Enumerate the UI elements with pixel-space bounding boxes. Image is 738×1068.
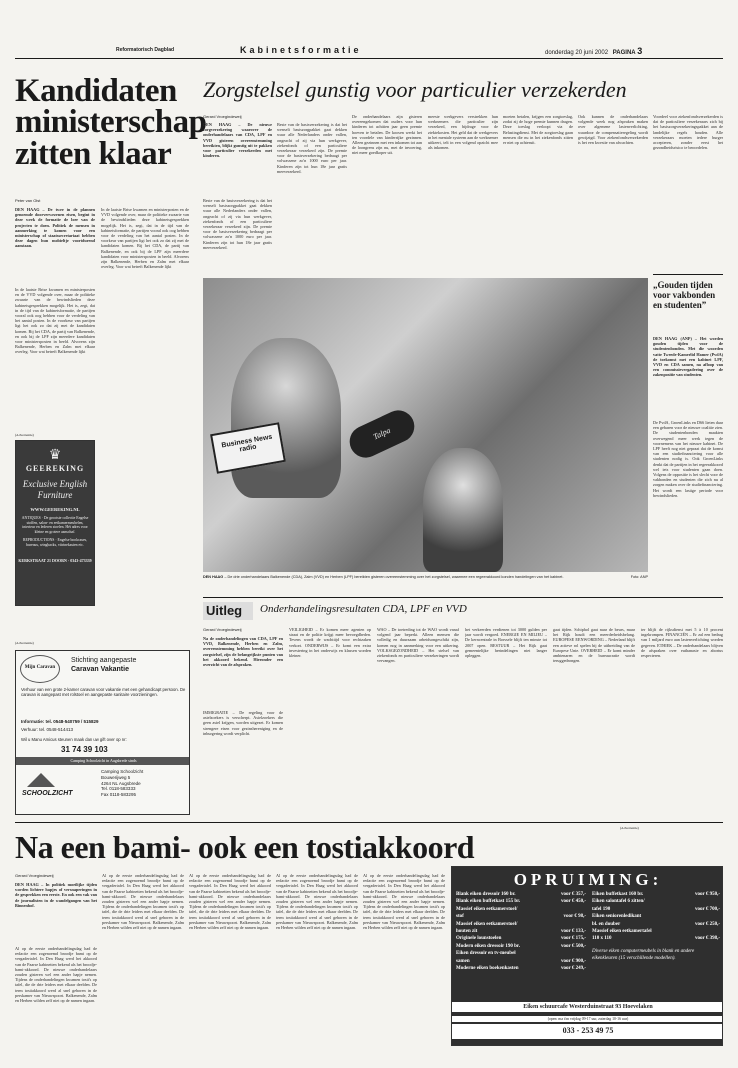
camping-addr-2: Bouwerijweg 5 — [101, 774, 131, 780]
opruiming-item-label: stof — [456, 914, 464, 920]
sidebar-rule — [653, 274, 723, 275]
opruiming-item-price: voor € 98,- — [563, 914, 586, 920]
date-line — [545, 46, 642, 56]
bottom-col2: Al op de eerste onderhandelingsdag had de redactie een zogenoemd broodje bami op de vergadertafel. In Den Haag werd het akkoord van de Paarse kabinetten bekend als het broodje-bami-akkoord. De nieuwe onderhandelaars zouden gisteren wel een ander hapje nemen. Tijdens de onderhandelingen kwamen tosti's op tafel, die de drie leiders met elkaar deelden. De term tostiakkoord werd al snel geboren in de perskamer van Nieuwspoort. Balkenende, Zalm en Herben wilden zelf niet op de namen ingaan. — [102, 873, 184, 931]
left-body-col2: In de laatste Brise kwamen en ministerposten en de VVD volgende over, maar de politieke zwaarte van de bewindslieden deze kabinetsgesprekken mogelijk. Het is, zegt, dat in de tijd van de kabinetsformatie, de partijen vooral ook oog hebben voor de verdeling van het aantal posten. In de voorkeur van partijen ligt het ook zo dat zij met de kandidaten komen. Bij het CDA, de partij van Balkenende, en ook bij de LPF zijn meerdere kandidaten voor ministersposten in beeld. Alvorens zijn Balkenende, Herben en Zalm met elkaar overleg. Voor wat betreft Balkenende lijkt — [101, 207, 189, 270]
ad-annotation-2: (Advertentie) — [15, 641, 34, 645]
camping-band: Camping Schoolzicht in Augsbrede sinds — [16, 757, 190, 765]
opruiming-item-price: voor € 175,- — [560, 936, 586, 942]
camping-logo — [22, 773, 88, 803]
main-col2: Beste van de basisverzekering is dat het wenseli basiszorgpakket gaat dekken waar alle Nederlanders onder vallen, ongeacht of zij via hun werkgever, ziekenfonds of een particuliere verzekeraar verzekerd zijn. De premie voor de basisverzekering bedraagt per volwassene zo'n 1000 euro per jaar. Kinderen zijn tot hun 18e jaar gratis meeverzekerd. — [277, 122, 347, 174]
opruiming-item-label: Eiken salontafel 6 zitten/ — [592, 899, 645, 905]
furniture-desc: ANTIQUES · De grootste collectie Engelse stoffen, salon- en eetkamermeubelen, interieur en lederen stoelen. Hét adres voor kleine en grotere aanschaf. — [21, 516, 89, 534]
opruiming-item-label: bl. en douber — [592, 921, 621, 927]
opruiming-item-label: Moderne eiken boekenkasten — [456, 966, 519, 972]
left-headline: Kandidaten ministerschap zitten klaar — [15, 73, 207, 172]
opruiming-item-price: voor € 950,- — [694, 892, 720, 897]
camping-address — [101, 769, 143, 798]
furniture-address: KERKSTRAAT 21 DOORN · 0343-473339 — [18, 557, 92, 563]
opruiming-item-label: houten zit — [456, 929, 478, 935]
caravan-account: 31 74 39 103 — [61, 745, 108, 754]
caravan-title-2: Caravan Vakantie — [71, 666, 129, 673]
main-lead: DEN HAAG – De nieuwe zorgverzekering waarover de onderhandelaars van CDA, LPF en VVD gisteren overeenstemming bereikten, blijkt gunstig uit te pakken voor particulier verzekerden met kinderen. — [203, 122, 272, 159]
opruiming-item-label: Eiken dressoir en tv-meubel — [456, 951, 516, 957]
opruiming-item — [592, 891, 720, 898]
main-byline: Gerard Vroegindeweij — [203, 114, 242, 119]
page-number: 3 — [637, 46, 643, 56]
microphone-icon: Talpa — [344, 405, 419, 463]
opruiming-item — [456, 921, 586, 928]
uitleg-col2: VEILIGHEID – Er komen meer agenten op straat en de politie krijgt meer bevoegdheden. Tevens wordt de wachttijd voor rechtzaken verkort. ONDERWIJS – Er komt een extra investering in het onderwijs en klassen worden kleiner. — [289, 627, 371, 659]
opruiming-item — [592, 898, 720, 905]
opruiming-item — [592, 935, 720, 942]
bottom-col4: Al op de eerste onderhandelingsdag had de redactie een zogenoemd broodje bami op de vergadertafel. In Den Haag werd het akkoord van de Paarse kabinetten bekend als het broodje-bami-akkoord. De nieuwe onderhandelaars zouden gisteren wel een ander hapje nemen. Tijdens de onderhandelingen kwamen tosti's op tafel, die de drie leiders met elkaar deelden. De term tostiakkoord werd al snel geboren in de perskamer van Nieuwspoort. Balkenende, Zalm en Herben wilden zelf niet op de namen ingaan. — [276, 873, 358, 931]
furniture-repro: REPRODUCTIONS · Engelse bookcases, bureaus, wingbacks, vitrinekasten etc. — [22, 538, 88, 547]
opruiming-item — [592, 928, 720, 935]
camping-tel: Tel. 0118-583333 — [101, 786, 136, 792]
furniture-brand: GEEREKING — [25, 464, 85, 473]
uitleg-badge: Uitleg — [203, 602, 253, 620]
uitleg-lead: Na de onderhandelingen van CDA, LPF en VVD, Balkenende, Herben en Zalm, overeenstemming hebben bereikt over het zorgstelsel, zijn de belangrijkste punten van het akkoord bekend. Hieronder een overzicht van de afspraken. — [203, 636, 283, 668]
camping-logo-text: SCHOOLZICHT — [22, 790, 73, 797]
opruiming-item-price: voor € 398,- — [694, 936, 720, 942]
photo-credit: Foto: ANP — [630, 575, 648, 579]
caravan-logo: Mijn Caravan — [20, 655, 60, 683]
photo-caption — [203, 575, 648, 580]
page-label: PAGINA — [612, 50, 636, 56]
left-lead: DEN HAAG – De twee in de plannen genoemde doorverwezenen eisen, begint in deze week de formatie de loer van de projecten te doen. Politiek de mensen in aanmerking te komen voor een ministerschap of staatssecretariaat hebben deze dagen hun mobieltje voortdurend aanstaan. — [15, 207, 95, 249]
opruiming-item-price: voor € 450,- — [560, 899, 586, 905]
caravan-title-1: Stichting aangepaste — [71, 657, 137, 664]
camping-fax: Fax 0118-583295 — [101, 792, 136, 798]
house-icon — [27, 773, 55, 787]
opruiming-item — [592, 921, 720, 928]
opruiming-item — [456, 935, 586, 942]
opruiming-item-price: voor € 250,- — [694, 921, 720, 927]
opruiming-item-label: Modern eiken dressoir 190 br. — [456, 943, 520, 949]
sidebar-body: De PvdA, GroenLinks en D66 lieten daar een gebaren voor de nieuwe coalitie zien. De studentenbonden maakten overwegend meer werk tegen de voornemens van het nieuwe kabinet. De LPF heeft nog niet gepraat dat de komst van een studiefinanciering voor alle studenten nodig is. Ook GroenLinks denkt dat de partijen in het regeerakkoord wel iets voor studenten gaan doen. Volgens de oppositie is het slecht voor de vakbonden en studenten die zich nu al zorgen maken over de studiefinanciering. Het wordt een lastige periode voor bewindslieden. — [653, 420, 723, 498]
microphone-sign: Business News radio — [210, 422, 286, 474]
ad-annotation: (Advertentie) — [15, 433, 34, 437]
opruiming-item — [456, 928, 586, 935]
opruiming-item-label: 110 x 110 — [592, 936, 612, 942]
main-col1: Beste van de basisverzekering is dat het wenseli basiszorgpakket gaat dekken waar alle Nederlanders onder vallen, ongeacht of zij via hun werkgever, ziekenfonds of een particuliere verzekeraar verzekerd zijn. De premie voor de basisverzekering bedraagt per volwassene zo'n 1000 euro per jaar. Kinderen zijn tot hun 18e jaar gratis meeverzekerd. — [203, 198, 272, 250]
main-col6: Ook kunnen de onderhandelaars volgende week nog afspraken maken over algemene lastenverlichting, waardoor de compensatieregeling wordt gewijzigd. Voor ziekenfondsverzekerden is het een kwestie van afwachten. — [578, 114, 648, 146]
main-headline: Zorgstelsel gunstig voor particulier verzekerden — [203, 77, 627, 102]
opruiming-item-label: Eiken seniorenledikant — [592, 914, 642, 920]
uitleg-title: Onderhandelingsresultaten CDA, LPF en VVD — [260, 603, 467, 615]
uitleg-col3: WAO – De toetreding tot de WAO wordt vanaf volgend jaar beperkt. Alleen mensen die volledig en duurzaam arbeidsongeschikt zijn, komen nog in aanmerking voor een uitkering. VOLKSGEZONDHEID – Het stelsel van ziekenfonds en particuliere verzekeringen wordt vervangen. — [377, 627, 459, 664]
bottom-rule — [15, 822, 723, 823]
opruiming-item-label: Blank eiken buffetkast 155 br. — [456, 899, 521, 905]
opruiming-item-label: Massief eiken eetkamerstoel/ — [456, 921, 518, 927]
opruiming-item-label: Eiken buffetkast 160 br. — [592, 892, 644, 897]
opruiming-item-price: voor € 249,- — [560, 966, 586, 972]
caption-lead: DEN HAAG — [203, 575, 224, 579]
left-body-col1: In de laatste Brise kwamen en ministerposten en de VVD volgende over, maar de politieke zwaarte van de bewindslieden deze kabinetsgesprekken mogelijk. Het is, zegt, dat in de tijd van de kabinetsformatie, de partijen vooral ook oog hebben voor de verdeling van het aantal posten. In de voorkeur van partijen ligt het ook zo dat zij met de kandidaten komen. Bij het CDA, de partij van Balkenende, en ook bij de LPF zijn meerdere kandidaten voor ministersposten in beeld. Alvorens zijn Balkenende, Herben en Zalm met elkaar overleg. Voor wat betreft Balkenende lijkt — [15, 287, 95, 355]
opruiming-item-label: tafel 190 — [592, 906, 611, 912]
main-col3: De onderhandelaars zijn gisteren overeengekomen dat ouders voor hun kinderen tot achttien jaar geen premie hoeven te betalen. De koosen werkt het ten voordele van kinderrijke gezinnen. Alleen gezinnen met een inkomen tot aan de loongrens zijn nu, met de invoering, niet meer goedkoper uit. — [352, 114, 422, 156]
caption-text: – De drie onderhandelaars Balkenende (CDA), Zalm (VVD) en Herben (LPF) bereikten gisteren overeenstemming over het zorgstelsel, waarmee een regeerakkoord konden handelingen van het kabinet. — [224, 575, 564, 579]
bottom-col5: Al op de eerste onderhandelingsdag had de redactie een zogenoemd broodje bami op de vergadertafel. In Den Haag werd het akkoord van de Paarse kabinetten bekend als het broodje-bami-akkoord. De nieuwe onderhandelaars zouden gisteren wel een ander hapje nemen. Tijdens de onderhandelingen kwamen tosti's op tafel, die de drie leiders met elkaar deelden. De term tostiakkoord werd al snel geboren in de perskamer van Nieuwspoort. Balkenende, Zalm en Herben wilden zelf niet op de namen ingaan. — [363, 873, 445, 931]
opruiming-item — [592, 906, 720, 913]
opruiming-left-list — [456, 891, 586, 972]
opruiming-right-list — [592, 891, 720, 943]
bottom-headline: Na een bami- ook een tostiakkoord — [15, 829, 475, 865]
opruiming-item — [456, 906, 586, 913]
furniture-url[interactable]: WWW.GEEREKING.NL — [30, 507, 80, 512]
bottom-col1: Al op de eerste onderhandelingsdag had de redactie een zogenoemd broodje bami op de vergadertafel. In Den Haag werd het akkoord van de Paarse kabinetten bekend als het broodje-bami-akkoord. De nieuwe onderhandelaars zouden gisteren wel een ander hapje nemen. Tijdens de onderhandelingen kwamen tosti's op tafel, die de drie leiders met elkaar deelden. De term tostiakkoord werd al snel geboren in de perskamer van Nieuwspoort. Balkenende, Zalm en Herben wilden zelf niet op de namen ingaan. — [15, 946, 97, 1004]
sidebar-lead: DEN HAAG (ANP) – Het worden gouden tijden voor de studentenbonden. Met die woorden vatte Tweede-Kamerlid Hamer (PvdA) de toekomst met een kabinet LPF, VVD en CDA samen, na afloop van een commissievergadering over de zakenpositie van studenten. — [653, 336, 723, 378]
news-photo — [203, 278, 648, 572]
section-title: Kabinetsformatie — [240, 45, 362, 55]
uitleg-col4: het verkeerden verdienen tot 3000 gulden per jaar wordt vergoed. ENERGIE EN MILIEU – De kerncentrale in Borssele blijft ten minste tot 2007 open. BESTUUR – Het Rijk gaat gemeentelijke herindelingen niet langer opleggen. — [465, 627, 547, 659]
opruiming-hours: (open: ma t/m vrijdag 09-17 uur, zaterdag 10-16 uur) — [452, 1016, 723, 1022]
sidebar-headline: „Gouden tijden voor vakbonden en studenten” — [653, 280, 716, 310]
caravan-extra: Wil u Manu Amicus steunen maak dan uw gift over op nr: — [21, 737, 127, 742]
opruiming-item-price: voor € 700,- — [694, 906, 720, 912]
camping-addr-1: Camping Schoolzicht — [101, 769, 144, 774]
opruiming-ad[interactable] — [451, 866, 723, 1046]
opruiming-store: Eiken schuurcafe Westerduinstraat 93 Hoevelaken — [452, 1002, 723, 1012]
opruiming-promo: Diverse eiken computermeubels in blank en andere eikenkleuren (15 verschillende modellen). — [592, 949, 695, 961]
opruiming-item-price: voor € 357,- — [560, 892, 586, 897]
opruiming-item-price: voor € 900,- — [560, 958, 586, 964]
bottom-col3: Al op de eerste onderhandelingsdag had de redactie een zogenoemd broodje bami op de vergadertafel. In Den Haag werd het akkoord van de Paarse kabinetten bekend als het broodje-bami-akkoord. De nieuwe onderhandelaars zouden gisteren wel een ander hapje nemen. Tijdens de onderhandelingen kwamen tosti's op tafel, die de drie leiders met elkaar deelden. De term tostiakkoord werd al snel geboren in de perskamer van Nieuwspoort. Balkenende, Zalm en Herben wilden zelf niet op de namen ingaan. — [189, 873, 271, 931]
opruiming-title: OPRUIMING: — [513, 870, 663, 889]
opruiming-item-label: samen — [456, 958, 470, 964]
crown-icon: ♛ — [48, 448, 62, 463]
paper-name: Reformatorisch Dagblad — [116, 47, 175, 53]
person-left — [231, 338, 341, 498]
caravan-tel: Verhuur: tel. 0548-514413 — [21, 727, 74, 732]
opruiming-item-label: Massief eiken eetkamertafel — [592, 929, 652, 935]
ad-annotation-3: (Advertentie) — [620, 826, 639, 830]
opruiming-item — [456, 898, 586, 905]
furniture-ad[interactable] — [15, 440, 95, 606]
uitleg-byline: Gerard Vroegindeweij — [203, 627, 242, 632]
bottom-lead: DEN HAAG – In politiek moeilijke tijden worden lichtere hapjes of versnaperingen in de gesprekken een eerste. En ook een vak van de journalisten in de wandelgangen van het Binnenhof. — [15, 882, 97, 908]
uitleg-rule — [203, 597, 723, 598]
left-byline: Peter van Olst — [15, 198, 41, 203]
opruiming-item — [456, 891, 586, 898]
camping-addr-3: 4264 NL Augsbrede — [101, 780, 141, 786]
bottom-byline: Gerard Vroegindeweij — [15, 873, 54, 878]
caravan-ad[interactable] — [15, 650, 190, 815]
main-col4: meeste werkgevers verstrekken hun werknemers die particulier zijn verzekerd, een bijdrage voor de ziektekosten. Het geld dat de werkgevers in het mentale systeem aan de werknemer uitkeert, telt in een volgend opzicht mee als inkomen. — [428, 114, 498, 151]
person-right — [423, 448, 503, 572]
opruiming-item-price: voor € 133,- — [560, 929, 586, 935]
opruiming-item-label: Massief eiken eetkamerstoel/ — [456, 906, 518, 912]
opruiming-item — [456, 965, 586, 972]
opruiming-phone: 033 - 253 49 75 — [452, 1024, 723, 1039]
uitleg-col6: ter blijft de rijksdienst met 5 à 10 procent ingekrompen. FINANCIËN – Er zal een bedrag van 1 miljard euro aan lastenverlichting worden gegeven. ETHIEK – De onderhandelaars blijven de afspraken over euthanasie en abortus respecteren. — [641, 627, 723, 659]
uitleg-col1: IMMIGRATIE – De regeling voor de asielzoekers is verscherpt. Asielzoekers die geen asiel krijgen, worden uitgezet. Er komen strengere eisen voor gezinshereniging en de inburgering wordt verplicht. — [203, 710, 283, 736]
caravan-body: Verhuur van een grote 2-kamer caravan voor vakantie met een gehandicapt persoon. De caravan is aangepast met rolstoel en aangepaste sanitaire voorzieningen. — [21, 687, 186, 698]
opruiming-item — [456, 943, 586, 950]
main-col7: Voordeel voor ziekenfondsverzekerden is dat de particuliere verzekeraars zich bij het basiszorgverzekeringspakket aan de landelijke regels houden. Alle verzekeraars moeten iedere burger accepteren, zonder eerst het gezondheidsrisico te beoordelen. — [653, 114, 723, 151]
caravan-info: Informatie: tel. 0548-540759 / 515829 — [21, 719, 99, 724]
uitleg-col5: gaat tijden. Schiphol gaat naar de beurs, maar het Rijk houdt een meerderheidsbelang. EUROPESE EENWORDING – Nederland blijft een actieve rol spelen bij de uitbreiding van de Europese Unie. OVERHEID – Er komt minder ambtenaren en de bureaucratie wordt teruggedrongen. — [553, 627, 635, 664]
masthead-rule — [15, 58, 723, 59]
opruiming-item-price: voor € 500,- — [560, 943, 586, 949]
opruiming-item — [456, 958, 586, 965]
opruiming-item-label: Originele lounstoelen — [456, 936, 502, 942]
main-col5: moeten betalen, krijgen een zorgtoeslag, zodat zij de hoge premie kunnen dragen. Deze toeslag verloopt via de Belastingdienst. Met de zorgtoeslag gaan mensen die nu in het ziekenfonds zitten er niet op achteruit. — [503, 114, 573, 146]
opruiming-item — [592, 913, 720, 920]
opruiming-item — [456, 913, 586, 920]
date-text: donderdag 20 juni 2002 — [545, 50, 609, 56]
opruiming-item-label: Blank eiken dressoir 160 br. — [456, 892, 516, 897]
opruiming-item — [456, 950, 586, 957]
furniture-tagline: Exclusive English Furniture — [22, 479, 88, 500]
